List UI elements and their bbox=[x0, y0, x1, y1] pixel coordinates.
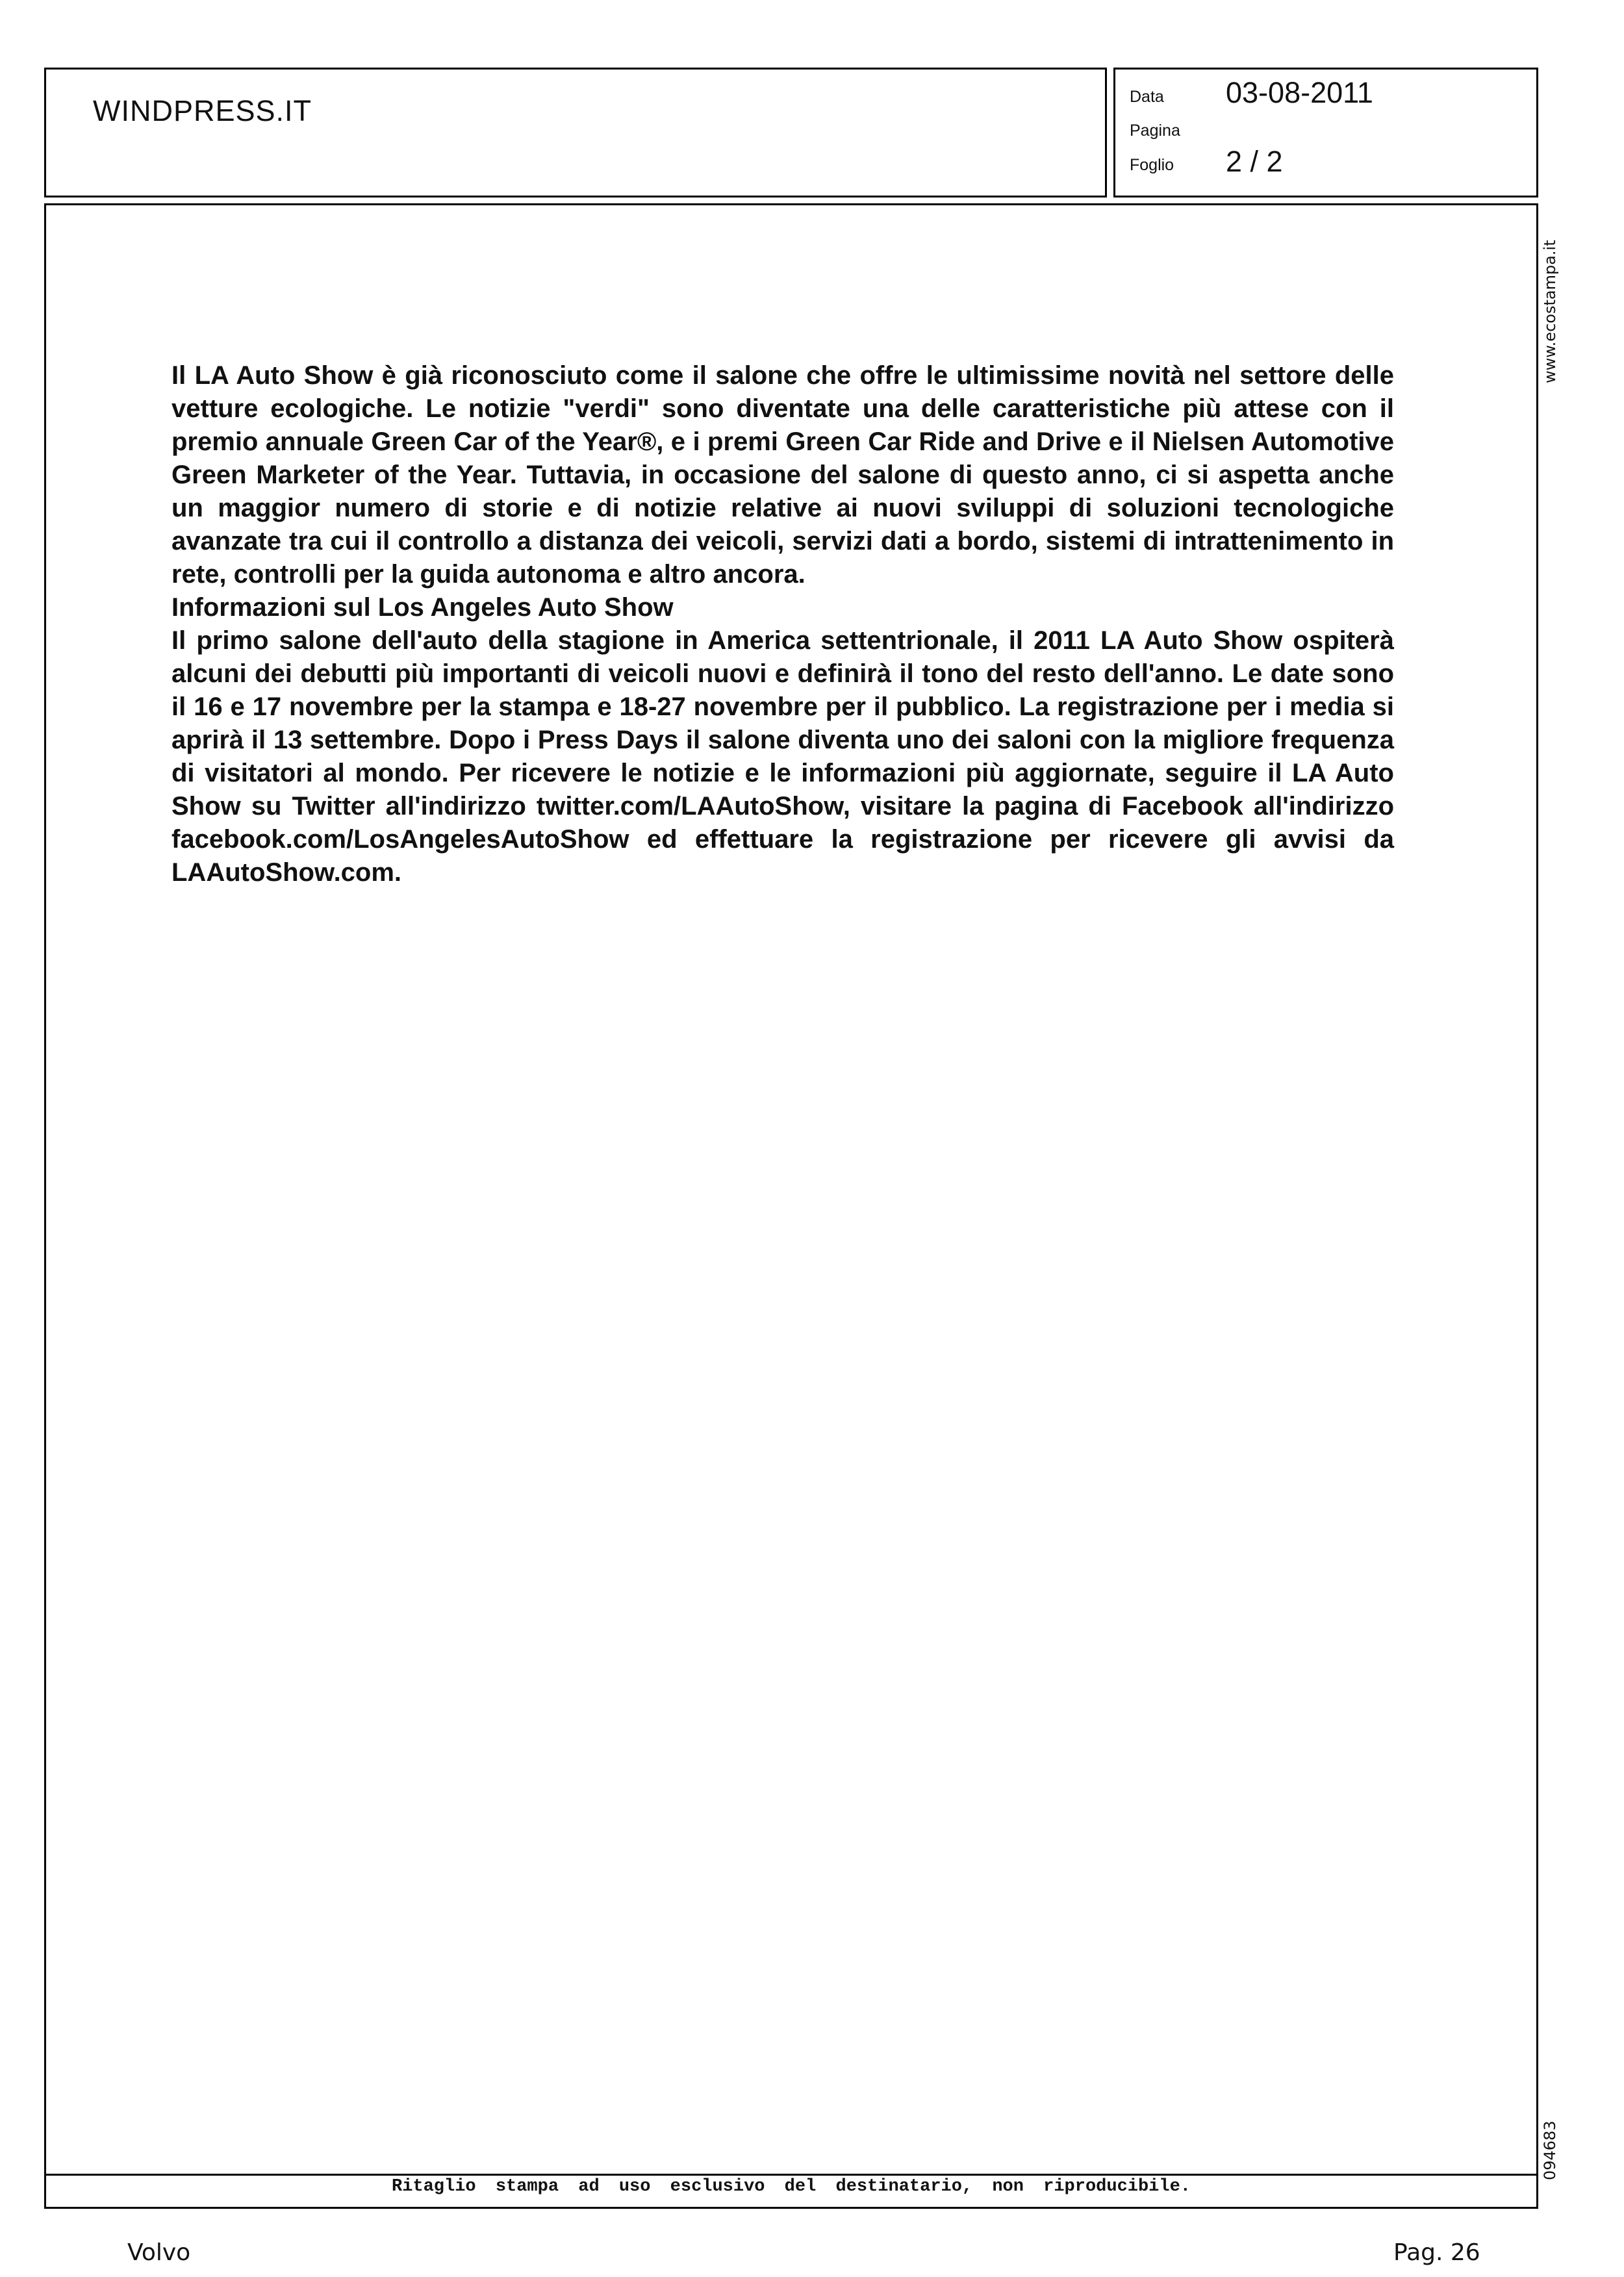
ritaglio-notice: Ritaglio stampa ad uso esclusivo del destinatario, non riproducibile. bbox=[392, 2177, 1191, 2196]
side-url: www.ecostampa.it bbox=[1541, 240, 1559, 383]
foglio-label: Foglio bbox=[1130, 156, 1174, 174]
foglio-value: 2 / 2 bbox=[1226, 145, 1283, 178]
side-code: 094683 bbox=[1541, 2120, 1559, 2180]
article-paragraph: Il LA Auto Show è già riconosciuto come il salone che offre le ultimissime novità nel settore delle vetture ecologiche. Le notizie "verdi" sono diventate una delle caratteristiche più attese con il premio annuale Green Car of the Year®, e i premi Green Car Ride and Drive e il Nielsen Automotive Green Marketer of the Year. Tuttavia, in occasione del salone di questo anno, ci si aspetta anche un maggior numero di storie e di notizie relative ai nuovi sviluppi di soluzioni tecnologiche avanzate tra cui il controllo a distanza dei veicoli, servizi dati a bordo, sistemi di intrattenimento in rete, controlli per la guida autonoma e altro ancora. bbox=[171, 361, 1394, 589]
brand-label: Volvo bbox=[127, 2239, 191, 2266]
source-name: WINDPRESS.IT bbox=[93, 94, 312, 127]
data-value: 03-08-2011 bbox=[1226, 76, 1373, 109]
source-box bbox=[44, 68, 1107, 197]
article-frame bbox=[44, 203, 1538, 2209]
article-paragraph: Il primo salone dell'auto della stagione in America settentrionale, il 2011 LA Auto Show ospiterà alcuni dei debutti più importanti di veicoli nuovi e definirà il tono del resto dell'anno. Le date sono il 16 e 17 novembre per la stampa e 18-27 novembre per il pubblico. La registrazione per i media si aprirà il 13 settembre. Dopo i Press Days il salone diventa uno dei saloni con la migliore frequenza di visitatori al mondo. Per ricevere le notizie e le informazioni più aggiornate, seguire il LA Auto Show su Twitter all'indirizzo twitter.com/LAAutoShow, visitare la pagina di Facebook all'indirizzo facebook.com/LosAngelesAutoShow ed effettuare la registrazione per ricevere gli avvisi da LAAutoShow.com. bbox=[171, 626, 1394, 887]
article-heading: Informazioni sul Los Angeles Auto Show bbox=[171, 593, 674, 622]
article-body bbox=[171, 359, 1394, 889]
pagina-label: Pagina bbox=[1130, 121, 1180, 140]
footer-divider bbox=[46, 2174, 1536, 2176]
meta-box bbox=[1113, 68, 1538, 197]
data-label: Data bbox=[1130, 88, 1164, 106]
page-number: Pag. 26 bbox=[1393, 2239, 1480, 2266]
